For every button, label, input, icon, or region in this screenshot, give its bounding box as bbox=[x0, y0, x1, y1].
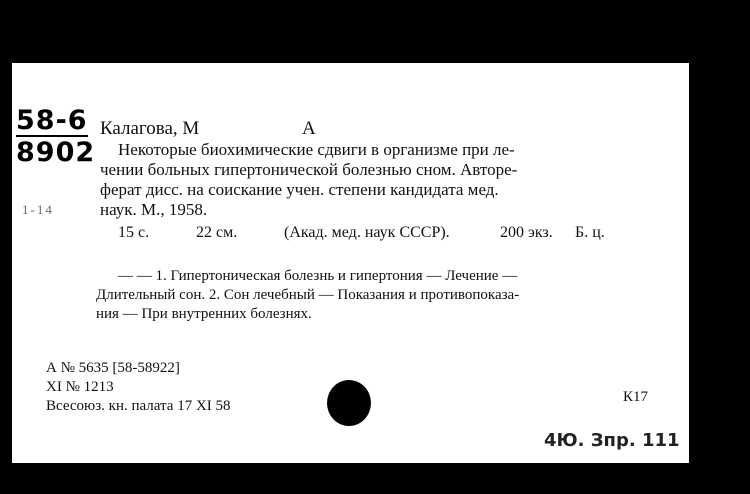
publisher-note: (Акад. мед. наук СССР). bbox=[284, 224, 450, 241]
subject-line-1: — — 1. Гипертоническая болезнь и гипертония — Лечение — bbox=[118, 268, 518, 284]
title-line-4: наук. М., 1958. bbox=[100, 200, 208, 219]
footer-line-3: Всесоюз. кн. палата 17 XI 58 bbox=[46, 398, 231, 414]
author: Калагова, М bbox=[100, 118, 200, 139]
title-line-2: чении больных гипертонической болезнью сном. Авторе- bbox=[100, 160, 518, 179]
copies: 200 экз. bbox=[500, 224, 553, 241]
classification-code: К17 bbox=[623, 389, 649, 405]
footer-line-2: XI № 1213 bbox=[46, 379, 114, 395]
size: 22 см. bbox=[196, 224, 238, 241]
title-line-1: Некоторые биохимические сдвиги в организме при ле- bbox=[118, 140, 515, 159]
subject-line-3: ния — При внутренних болезнях. bbox=[96, 306, 312, 322]
subject-line-2: Длительный сон. 2. Сон лечебный — Показания и противопоказа- bbox=[96, 287, 520, 303]
title-line-3: ферат дисс. на соискание учен. степени кандидата мед. bbox=[100, 180, 499, 199]
stamp-left: 1-14 bbox=[22, 202, 54, 217]
pages: 15 с. bbox=[118, 224, 150, 241]
footer-line-1: А № 5635 [58-58922] bbox=[46, 360, 180, 376]
handwritten-note: 4Ю. Зпр. 111 bbox=[544, 430, 680, 451]
punch-hole bbox=[327, 380, 371, 426]
call-number-line1: 58-6 bbox=[16, 105, 88, 136]
call-number-line2: 8902 bbox=[16, 137, 96, 168]
price: Б. ц. bbox=[575, 224, 605, 241]
author-initial: А bbox=[302, 118, 316, 139]
